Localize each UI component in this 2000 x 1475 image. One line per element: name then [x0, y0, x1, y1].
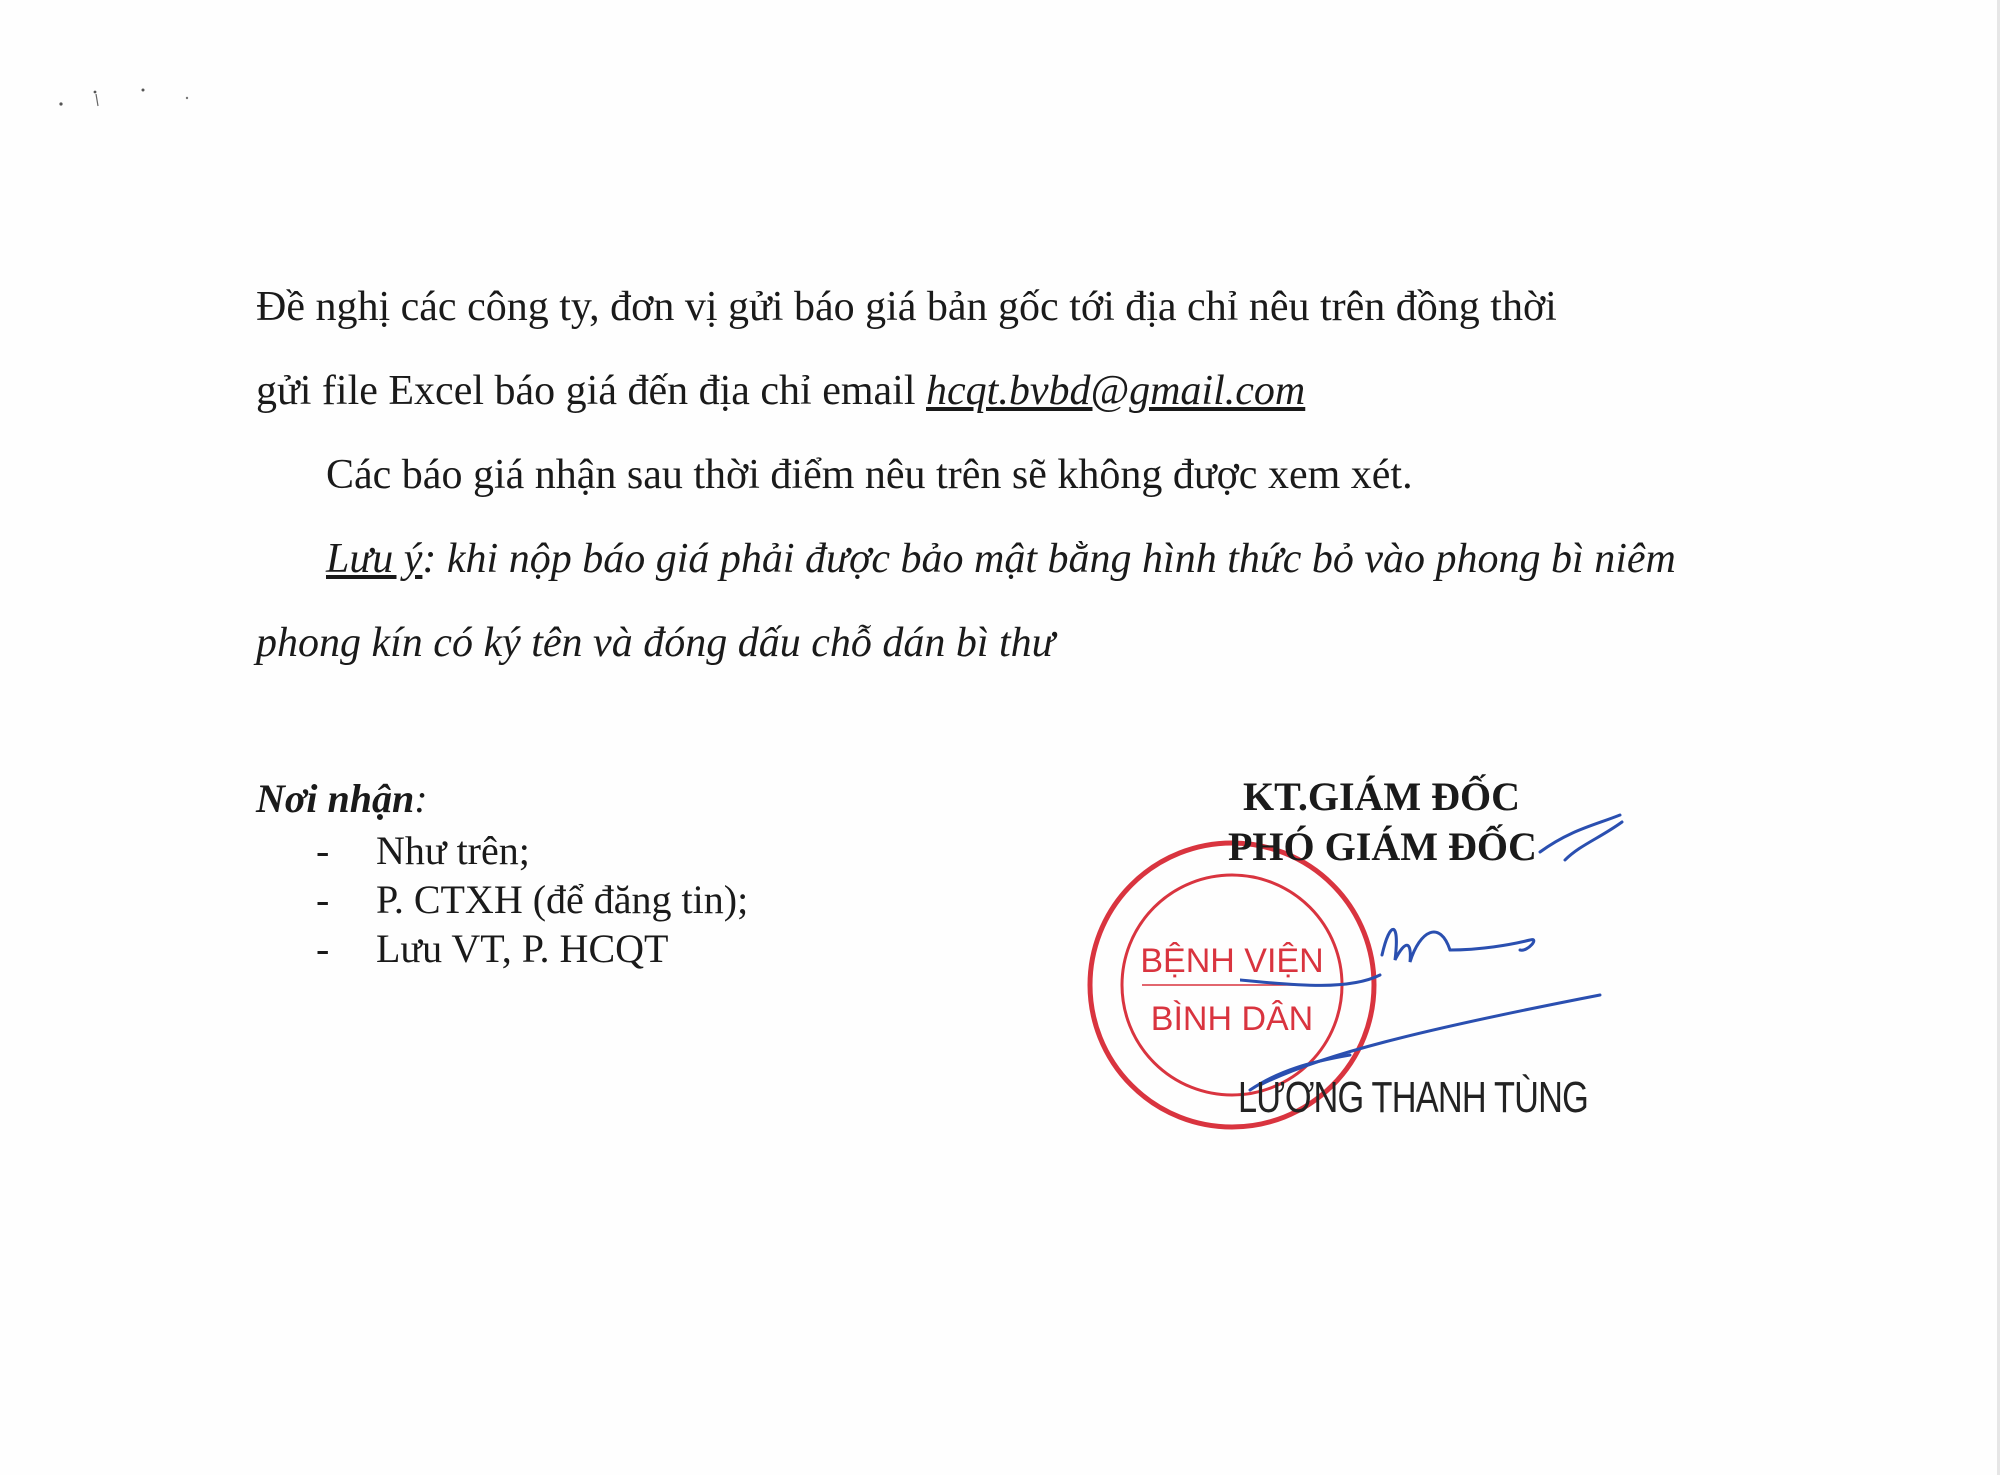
signer-name: LƯƠNG THANH TÙNG [1238, 1073, 1589, 1122]
recipient-item: - Như trên; [316, 826, 748, 875]
recipients-title-text: Nơi nhận [256, 776, 415, 821]
paragraph-request-line2 [256, 349, 1806, 433]
signature-title-line2: PHÓ GIÁM ĐỐC [1228, 824, 1537, 869]
paragraph-note-line1 [326, 517, 1876, 601]
recipient-item: - P. CTXH (để đăng tin); [316, 875, 748, 924]
stamp-text-line2: BÌNH DÂN [1150, 1000, 1314, 1038]
paragraph-request-line1: Đề nghị các công ty, đơn vị gửi báo giá bản gốc tới địa chỉ nêu trên đồng thời [256, 284, 1557, 330]
recipients-list [316, 826, 748, 973]
recipients-title-colon: : [414, 776, 428, 821]
paragraph-deadline: Các báo giá nhận sau thời điểm nêu trên sẽ không được xem xét. [326, 452, 1413, 498]
stamp-text-line1: BỆNH VIỆN [1140, 942, 1324, 980]
signature-title-line1: KT.GIÁM ĐỐC [1243, 774, 1521, 819]
paragraph-note-line2: phong kín có ký tên và đóng dấu chỗ dán bì thư [256, 620, 1055, 666]
paragraph-request-line2-text: gửi file Excel báo giá đến địa chỉ email [256, 368, 927, 414]
scan-specks [55, 78, 195, 118]
handwritten-signature [1240, 800, 1640, 1120]
recipients-title [256, 775, 428, 822]
note-text: : khi nộp báo giá phải được bảo mật bằng hình thức bỏ vào phong bì niêm [422, 536, 1676, 582]
recipient-item: - Lưu VT, P. HCQT [316, 924, 748, 973]
note-label: Lưu ý [326, 536, 423, 582]
email-link[interactable]: hcqt.bvbd@gmail.com [926, 368, 1306, 414]
